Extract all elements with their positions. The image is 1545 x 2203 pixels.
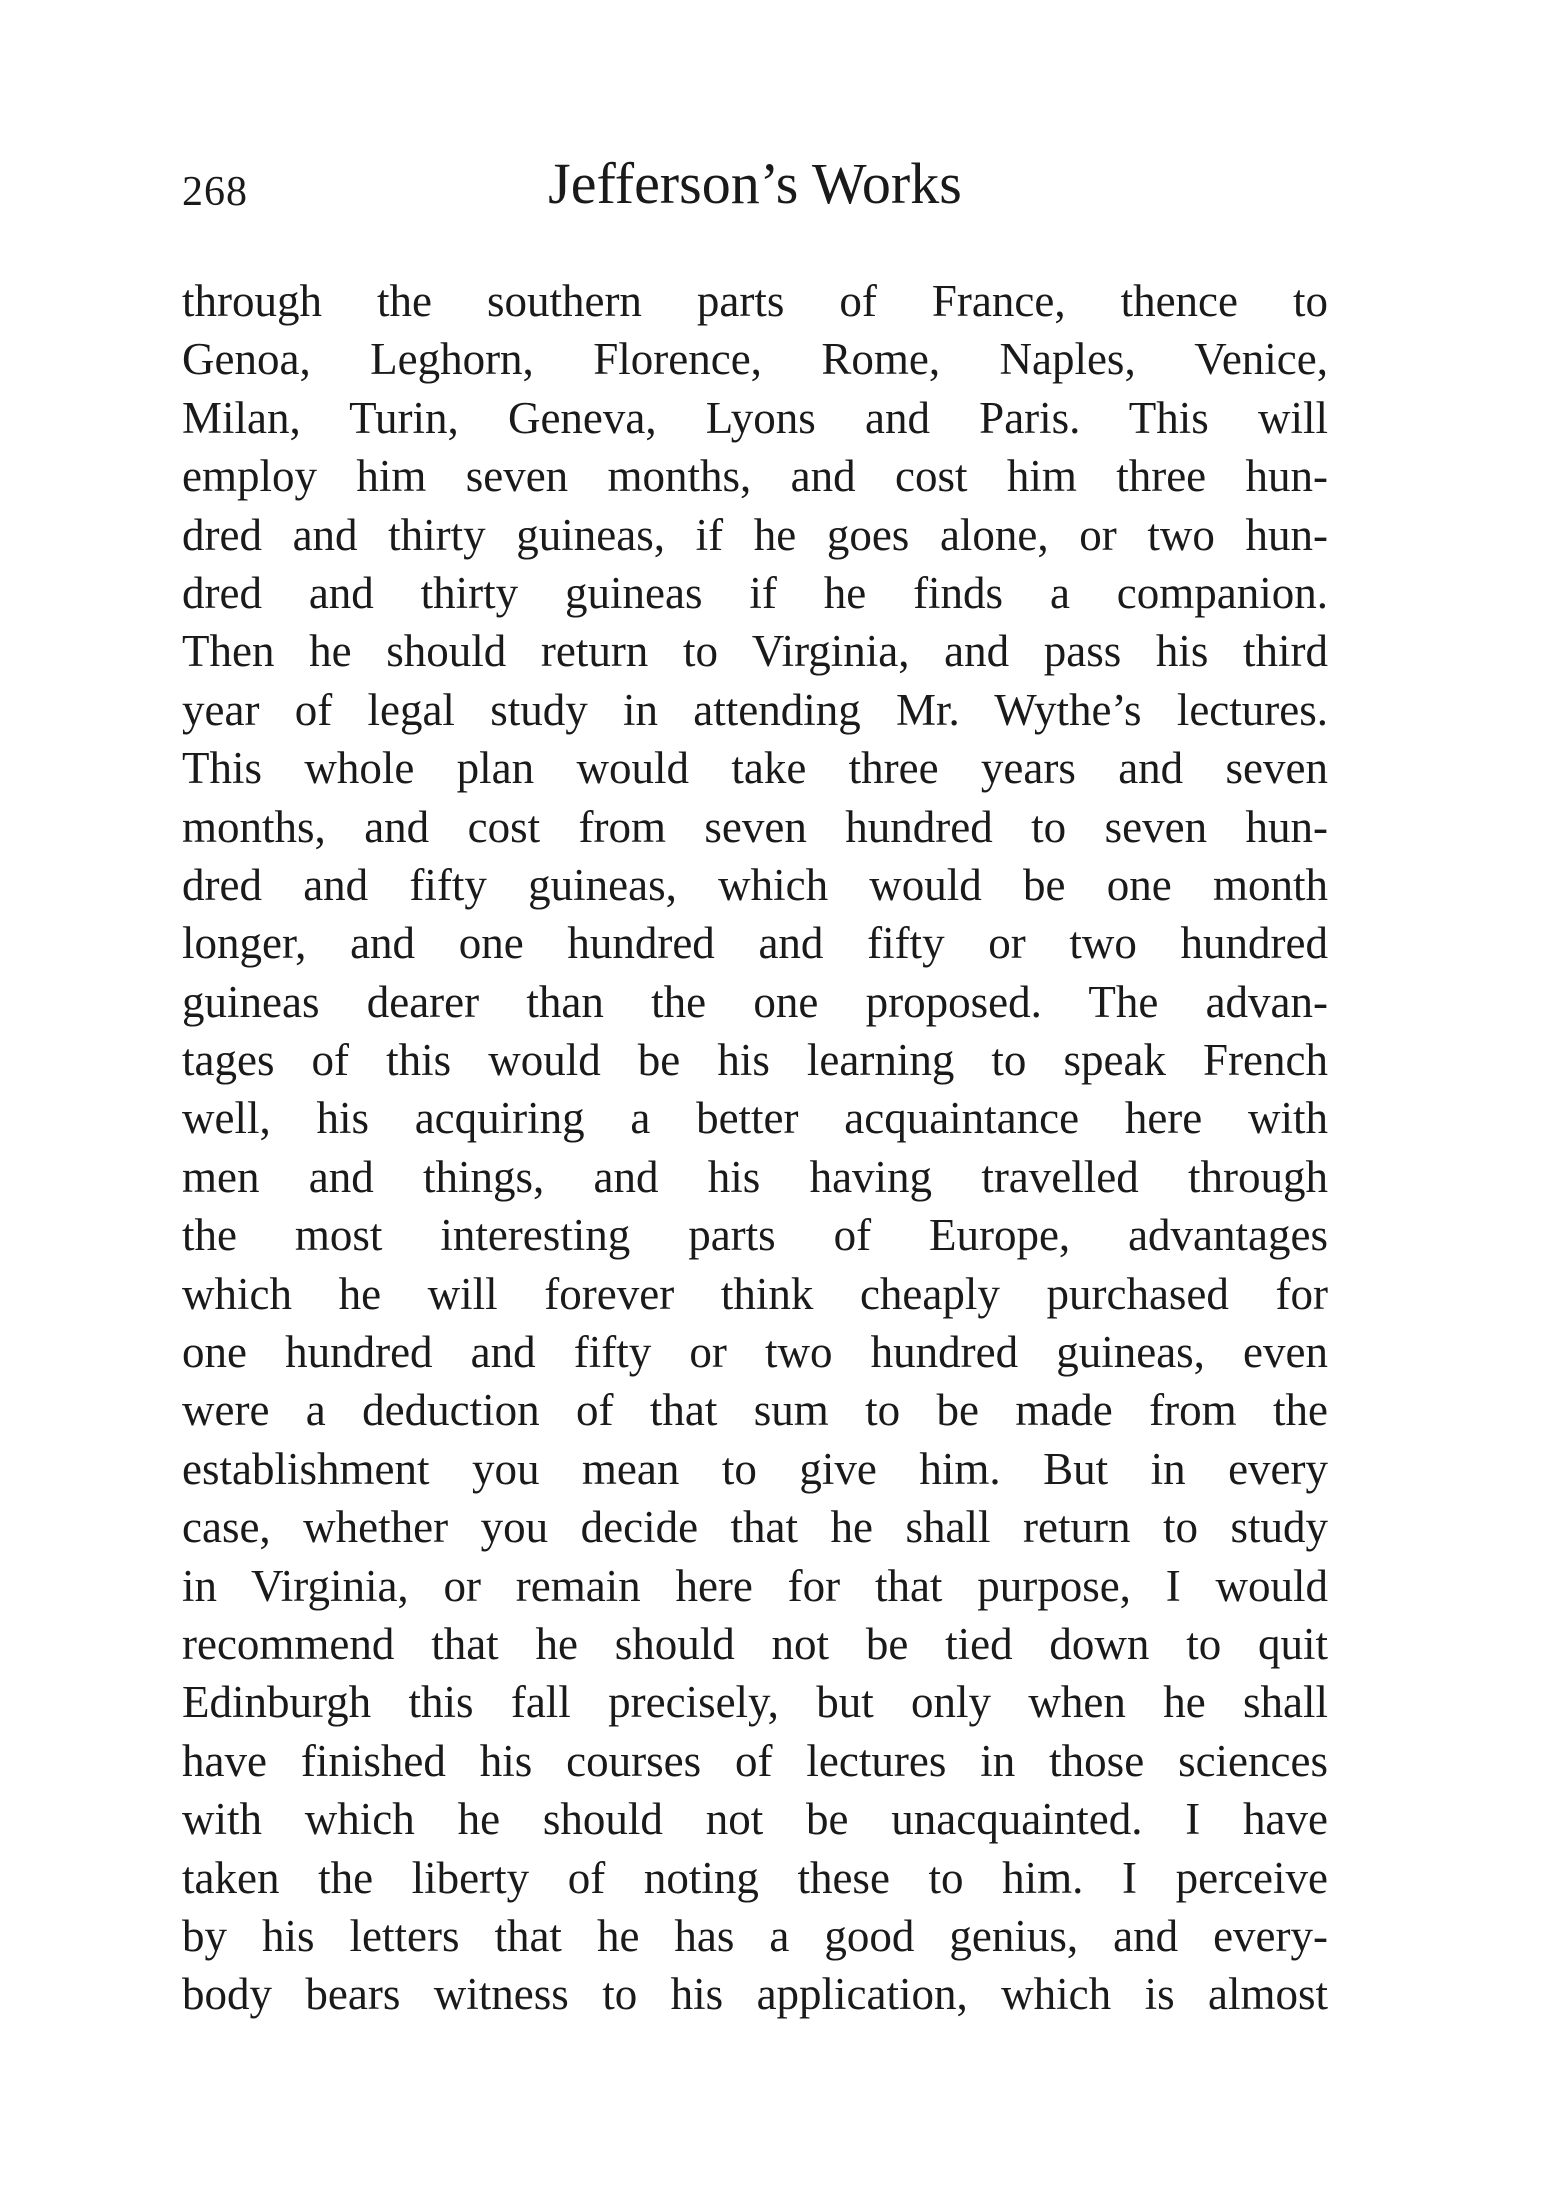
text-line: dred and thirty guineas, if he goes alone, or two hun- [182,509,1328,560]
text-line: were a deduction of that sum to be made from the [182,1385,1328,1436]
text-line: Milan, Turin, Geneva, Lyons and Paris. This will [182,392,1328,443]
text-line: year of legal study in attending Mr. Wythe’s lectures. [182,684,1328,735]
text-line: dred and fifty guineas, which would be one month [182,859,1328,910]
text-line: Genoa, Leghorn, Florence, Rome, Naples, Venice, [182,334,1328,385]
text-line: in Virginia, or remain here for that purpose, I would [182,1560,1328,1611]
text-line: one hundred and fifty or two hundred guineas, even [182,1327,1328,1378]
text-line: Then he should return to Virginia, and pass his third [182,626,1328,677]
text-line: establishment you mean to give him. But in every [182,1443,1328,1494]
running-title: Jefferson’s Works [548,151,962,216]
text-line: employ him seven months, and cost him three hun- [182,451,1328,502]
text-line: through the southern parts of France, thence to [182,276,1328,326]
body-text [182,272,1328,2024]
text-line: body bears witness to his application, which is almost [182,1969,1328,2020]
text-line: with which he should not be unacquainted. I have [182,1794,1328,1845]
text-line: men and things, and his having travelled through [182,1151,1328,1202]
text-line: dred and thirty guineas if he finds a companion. [182,567,1328,618]
text-line: recommend that he should not be tied down to quit [182,1618,1328,1669]
text-line: which he will forever think cheaply purchased for [182,1268,1328,1319]
text-line: well, his acquiring a better acquaintance here with [182,1093,1328,1144]
text-line: taken the liberty of noting these to him. I perceive [182,1852,1328,1903]
text-line: This whole plan would take three years and seven [182,743,1328,794]
page-number: 268 [182,169,248,215]
text-line: months, and cost from seven hundred to seven hun- [182,801,1328,852]
text-line: the most interesting parts of Europe, advantages [182,1210,1328,1261]
text-line: have finished his courses of lectures in those sciences [182,1735,1328,1786]
text-line: longer, and one hundred and fifty or two hundred [182,918,1328,969]
running-head [182,150,1328,230]
text-line: tages of this would be his learning to speak French [182,1035,1328,1086]
text-line: guineas dearer than the one proposed. The advan- [182,976,1328,1027]
text-line: Edinburgh this fall precisely, but only when he shall [182,1677,1328,1728]
text-line: by his letters that he has a good genius, and every- [182,1910,1328,1961]
text-line: case, whether you decide that he shall return to study [182,1502,1328,1553]
